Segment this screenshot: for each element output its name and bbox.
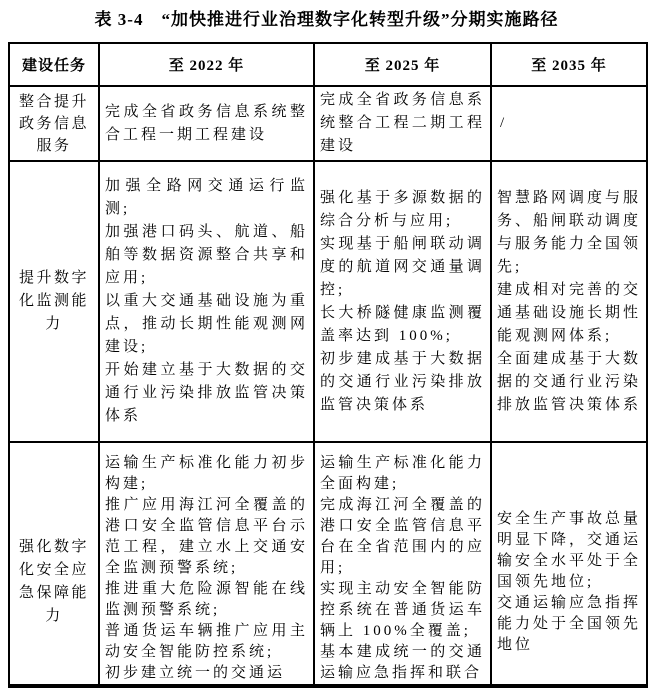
cell-paragraph: 建成相对完善的交通基础设施长期性能观测网体系; <box>497 281 642 344</box>
cell-paragraph: 开始建立基于大数据的交通行业污染排放监管决策体系 <box>105 362 308 424</box>
cell-paragraph: 初步建立统一的交通运 <box>105 665 286 681</box>
table-row-digital-monitoring <box>9 161 647 442</box>
cell-paragraph: 普通货运车辆推广应用主动安全智能防控系统; <box>105 623 308 660</box>
cell-2025 <box>314 86 491 161</box>
table-title: 表 3-4 “加快推进行业治理数字化转型升级”分期实施路径 <box>94 10 559 29</box>
implementation-path-table <box>8 42 648 693</box>
cell-paragraph: 以重大交通基础设施为重点，推动长期性能观测网建设; <box>105 293 308 355</box>
cell-2035 <box>491 161 647 442</box>
cell-2022 <box>99 161 314 442</box>
cell-paragraph: 安全生产事故总量明显下降，交通运输安全水平处于全国领先地位; <box>497 510 642 590</box>
cell-paragraph: 完成全省政务信息系统整合工程二期工程建设 <box>320 92 485 154</box>
cell-2025 <box>314 161 491 442</box>
table-row-gov-info <box>9 86 647 161</box>
cell-2035 <box>491 86 647 161</box>
cell-paragraph: 全面建成基于大数据的交通行业污染排放监管决策体系 <box>497 350 642 413</box>
cell-paragraph: 推广应用海江河全覆盖的港口安全监管信息平台示范工程，建立水上交通安全监测预警系统; <box>105 497 308 576</box>
cell-2022 <box>99 86 314 161</box>
cell-task: 提升数字化监测能力 <box>9 161 99 442</box>
cell-paragraph: 智慧路网调度与服务、船闸联动调度与服务能力全国领先; <box>497 189 642 275</box>
cell-paragraph: 加强港口码头、航道、船舶等数据资源整合共享和应用; <box>105 224 308 286</box>
cell-paragraph: 基本建成统一的交通运输应急指挥和联合 <box>320 644 485 681</box>
cell-paragraph: 加强全路网交通运行监测; <box>105 178 308 217</box>
cell-paragraph: 完成全省政务信息系统整合工程一期工程建设 <box>105 103 308 143</box>
cell-paragraph: 完成海江河全覆盖的港口安全监管信息平台在全省范围内的应用; <box>320 497 485 576</box>
cell-paragraph: 初步建成基于大数据的交通行业污染排放监管决策体系 <box>320 350 485 413</box>
header-2025: 至 2025 年 <box>314 43 491 86</box>
header-2022: 至 2022 年 <box>99 43 314 86</box>
cell-paragraph: 长大桥隧健康监测覆盖率达到 100%; <box>320 304 485 344</box>
cell-paragraph: 运输生产标准化能力初步构建; <box>105 455 308 492</box>
cell-paragraph: 推进重大危险源智能在线监测预警系统; <box>105 581 308 618</box>
cell-2022 <box>99 442 314 693</box>
table-row-safety-emergency <box>9 442 647 693</box>
cell-paragraph: / <box>500 115 508 131</box>
cell-paragraph: 实现基于船闸联动调度的航道网交通量调控; <box>320 235 485 298</box>
header-2035: 至 2035 年 <box>491 43 647 86</box>
cell-task: 强化数字化安全应急保障能力 <box>9 442 99 693</box>
cell-2025 <box>314 442 491 693</box>
cell-paragraph: 交通运输应急指挥能力处于全国领先地位 <box>497 594 642 653</box>
header-task: 建设任务 <box>9 43 99 86</box>
cell-paragraph: 实现主动安全智能防控系统在普通货运车辆上 100%全覆盖; <box>320 581 485 639</box>
header-row <box>9 43 647 86</box>
page-bottom-mask <box>0 688 653 693</box>
cell-2035 <box>491 442 647 693</box>
cell-task: 整合提升政务信息服务 <box>9 86 99 161</box>
cell-paragraph: 运输生产标准化能力全面构建; <box>320 455 485 492</box>
cell-paragraph: 强化基于多源数据的综合分析与应用; <box>320 189 485 229</box>
